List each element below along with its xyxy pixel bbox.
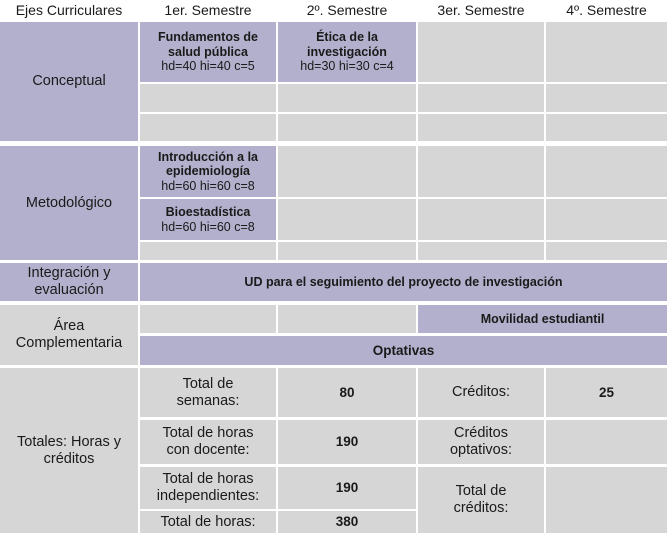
total-horas-label bbox=[140, 511, 276, 533]
optativas bbox=[140, 336, 667, 365]
row-label-metodologico bbox=[0, 146, 138, 260]
empty-cell bbox=[140, 305, 276, 333]
cell-text: independientes: bbox=[156, 488, 260, 504]
empty-cell bbox=[418, 242, 544, 260]
cell-text: con docente: bbox=[166, 442, 250, 458]
empty-cell bbox=[278, 84, 416, 112]
empty-cell bbox=[140, 114, 276, 141]
empty-cell bbox=[140, 84, 276, 112]
header-sem2-label: 2º. Semestre bbox=[306, 1, 388, 18]
empty-cell bbox=[546, 199, 667, 240]
empty-cell bbox=[278, 146, 416, 197]
cell-text: Total de horas bbox=[162, 471, 254, 488]
totales-label: créditos bbox=[43, 450, 95, 467]
ud-seguimiento bbox=[140, 263, 667, 301]
optativas-label: Optativas bbox=[372, 342, 435, 358]
movilidad-label: Movilidad estudiantil bbox=[480, 311, 605, 326]
cell-value: 25 bbox=[598, 384, 615, 400]
header-sem4-label: 4º. Semestre bbox=[566, 1, 647, 18]
course-hours: hd=60 hi=60 c=8 bbox=[161, 219, 255, 234]
course-title: salud pública bbox=[168, 44, 248, 59]
empty-cell bbox=[418, 114, 544, 141]
horas-independientes-value bbox=[278, 467, 416, 509]
empty-cell bbox=[278, 199, 416, 240]
course-hours: hd=40 hi=40 c=5 bbox=[161, 59, 255, 74]
cell-text: Total de bbox=[455, 483, 507, 500]
course-etica bbox=[278, 22, 416, 82]
empty-cell bbox=[418, 84, 544, 112]
header-ejes bbox=[0, 0, 138, 20]
totales-label: Totales: Horas y bbox=[17, 433, 121, 450]
total-semanas-value bbox=[278, 368, 416, 417]
cell-text: créditos: bbox=[453, 500, 509, 516]
horas-docente-value bbox=[278, 420, 416, 464]
header-sem1 bbox=[140, 0, 276, 20]
course-title: Bioestadística bbox=[165, 205, 251, 220]
empty-cell bbox=[418, 199, 544, 240]
row-label-integracion bbox=[0, 263, 138, 301]
cell-text: semanas: bbox=[176, 392, 240, 409]
row-label-totales bbox=[0, 368, 138, 533]
header-sem2 bbox=[278, 0, 416, 20]
cell-text: Créditos bbox=[454, 425, 508, 442]
course-title: epidemiología bbox=[165, 164, 251, 179]
metodologico-label: Metodológico bbox=[25, 194, 113, 211]
cell-value: 380 bbox=[335, 514, 359, 530]
course-title: Fundamentos de bbox=[157, 30, 258, 45]
row-label-complementaria bbox=[0, 305, 138, 365]
course-hours: hd=60 hi=60 c=8 bbox=[161, 178, 255, 193]
row-label-conceptual bbox=[0, 22, 138, 141]
header-sem3-label: 3er. Semestre bbox=[437, 1, 525, 18]
integracion-label: Integración y bbox=[27, 265, 111, 282]
creditos-optativos-value bbox=[546, 420, 667, 464]
course-bioestadistica bbox=[140, 199, 276, 240]
cell-text: Total de horas: bbox=[160, 513, 256, 530]
empty-cell bbox=[418, 22, 544, 82]
empty-cell bbox=[278, 114, 416, 141]
course-epidemiologia bbox=[140, 146, 276, 197]
cell-text: Créditos: bbox=[451, 384, 511, 401]
cell-value: 80 bbox=[339, 384, 355, 400]
empty-cell bbox=[418, 146, 544, 197]
course-title: Ética de la bbox=[316, 30, 378, 45]
cell-text: Total de horas bbox=[162, 425, 254, 442]
movilidad-estudiantil bbox=[418, 305, 667, 333]
empty-cell bbox=[546, 22, 667, 82]
total-creditos-value bbox=[546, 467, 667, 533]
header-sem4 bbox=[546, 0, 667, 20]
empty-cell bbox=[278, 305, 416, 333]
empty-cell bbox=[546, 242, 667, 260]
empty-cell bbox=[278, 242, 416, 260]
course-fundamentos bbox=[140, 22, 276, 82]
horas-independientes-label bbox=[140, 467, 276, 509]
empty-cell bbox=[140, 242, 276, 260]
creditos-value bbox=[546, 368, 667, 417]
header-ejes-label: Ejes Curriculares bbox=[15, 1, 123, 18]
empty-cell bbox=[546, 114, 667, 141]
cell-text: optativos: bbox=[449, 442, 513, 458]
cell-value: 190 bbox=[335, 434, 359, 450]
creditos-optativos-label bbox=[418, 420, 544, 464]
total-horas-value bbox=[278, 511, 416, 533]
empty-cell bbox=[546, 84, 667, 112]
cell-value: 190 bbox=[335, 480, 359, 496]
integracion-label: evaluación bbox=[34, 282, 104, 298]
course-hours: hd=30 hi=30 c=4 bbox=[300, 59, 394, 74]
conceptual-label: Conceptual bbox=[32, 73, 106, 90]
course-title: Introducción a la bbox=[157, 149, 258, 164]
header-sem3 bbox=[418, 0, 544, 20]
horas-docente-label bbox=[140, 420, 276, 464]
empty-cell bbox=[546, 146, 667, 197]
total-creditos-label bbox=[418, 467, 544, 533]
ud-seguimiento-label: UD para el seguimiento del proyecto de investigación bbox=[244, 274, 563, 289]
course-title: investigación bbox=[307, 44, 387, 59]
creditos-label bbox=[418, 368, 544, 417]
total-semanas-label bbox=[140, 368, 276, 417]
complementaria-label: Área bbox=[53, 318, 85, 335]
complementaria-label: Complementaria bbox=[15, 335, 123, 351]
header-sem1-label: 1er. Semestre bbox=[164, 1, 252, 18]
cell-text: Total de bbox=[182, 375, 234, 392]
